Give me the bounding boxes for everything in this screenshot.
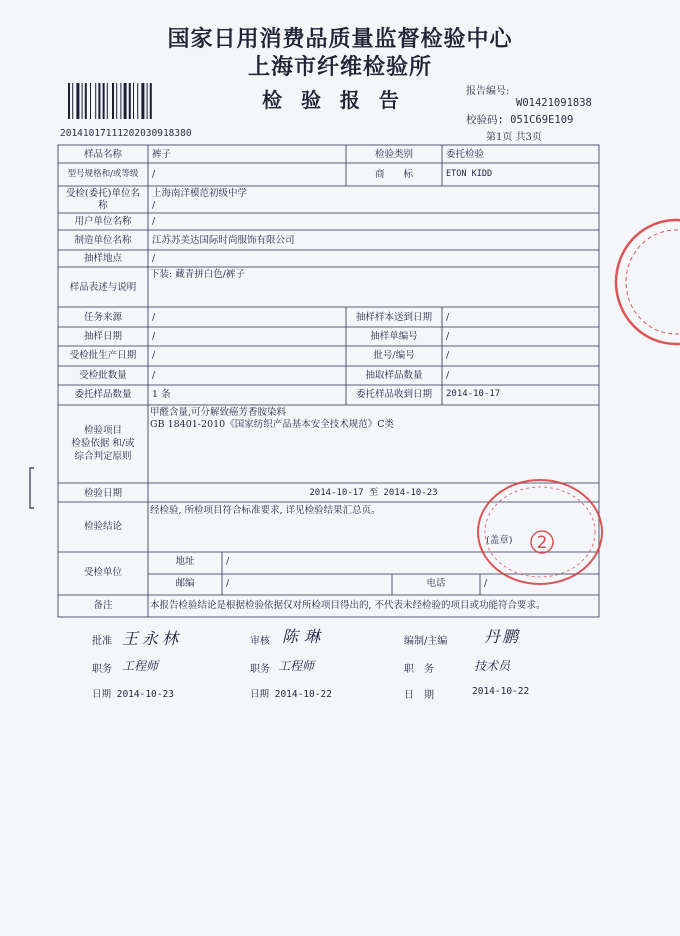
review-date: 日期 2014-10-22 <box>250 689 332 700</box>
report-no: W01421091838 <box>516 97 592 109</box>
taken-qty: / <box>446 370 450 381</box>
maker-label: 制造单位名称 <box>74 235 132 246</box>
task-label: 任务来源 <box>83 312 122 323</box>
address-label: 地址 <box>175 556 195 567</box>
edit-signature: 丹鹏 <box>484 627 521 646</box>
sample-no-label: 抽样单编号 <box>370 331 418 342</box>
postcode: / <box>226 578 230 589</box>
place: / <box>152 253 156 264</box>
check-code: 校验码: 051C69E109 <box>466 114 574 126</box>
approve-date: 日期 2014-10-23 <box>92 689 174 700</box>
received: 2014-10-17 <box>446 389 501 399</box>
conclusion-label: 检验结论 <box>83 521 122 532</box>
sample-date-label: 抽样日期 <box>83 331 122 342</box>
edit-label: 编制/主编 <box>404 636 448 647</box>
serial-number: 20141017111202030918380 <box>60 128 192 139</box>
batch-qty: / <box>152 370 156 381</box>
items-label: 检验项目 <box>83 425 122 436</box>
address: / <box>226 556 230 567</box>
brand-label: 商 标 <box>374 169 413 180</box>
basis-label: 检验依据 和/或 <box>71 438 135 449</box>
desc: 下装: 藏青拼白色/裤子 <box>150 269 245 280</box>
prod-date: / <box>152 350 156 361</box>
batch: / <box>446 350 450 361</box>
entrust-qty-label: 委托样品数量 <box>74 389 132 400</box>
batch-qty-label: 受检批数量 <box>79 370 127 381</box>
client: 上海南洋模范初级中学 <box>152 188 248 199</box>
sample-name: 裤子 <box>152 149 172 160</box>
inspect-type-label: 检验类别 <box>374 149 413 160</box>
page-number: 第1页 共3页 <box>486 132 542 143</box>
title-center: 国家日用消费品质量监督检验中心 <box>167 26 513 52</box>
edit-date-label: 日 期 <box>404 690 434 701</box>
user-label: 用户单位名称 <box>74 216 132 227</box>
phone: / <box>484 578 488 589</box>
taken-qty-label: 抽取样品数量 <box>365 370 423 381</box>
remark-label: 备注 <box>93 600 113 611</box>
stamp-number: 2 <box>536 533 548 553</box>
model-label: 型号规格和/或等级 <box>67 169 139 179</box>
task: / <box>152 312 156 323</box>
inspected-label: 受检单位 <box>83 567 122 578</box>
desc-label: 样品表述与说明 <box>69 282 137 293</box>
maker: 江苏苏美达国际时尚服饰有限公司 <box>152 235 295 246</box>
inspection-stamp <box>466 474 606 594</box>
duty2-label: 职务 <box>250 664 270 675</box>
title-institute: 上海市纤维检验所 <box>247 54 432 80</box>
conclusion: 经检验, 所检项目符合标准要求, 详见检验结果汇总页。 <box>150 505 381 516</box>
approve-signature: 王永林 <box>122 629 183 648</box>
side-stamp <box>604 210 680 350</box>
user: / <box>152 216 156 227</box>
review-signature: 陈琳 <box>282 627 327 646</box>
remark: 本报告检验结论是根据检验依据仅对所检项目得出的, 不代表未经检验的项目或功能符合要求。 <box>150 600 546 611</box>
date-value: 2014-10-17 至 2014-10-23 <box>309 488 438 498</box>
duty2: 工程师 <box>278 659 315 673</box>
sample-date: / <box>152 331 156 342</box>
phone-label: 电话 <box>426 578 446 589</box>
entrust-qty: 1 条 <box>152 389 171 400</box>
client-extra: / <box>152 200 156 211</box>
stamp-note: (盖章) <box>486 535 513 546</box>
client-label: 受检(委托)单位名 <box>66 188 140 199</box>
edit-date: 2014-10-22 <box>472 686 530 697</box>
inspect-type: 委托检验 <box>446 149 485 160</box>
duty3-label: 职 务 <box>404 664 434 675</box>
prod-date-label: 受检批生产日期 <box>69 350 137 361</box>
approve-label: 批准 <box>92 636 112 647</box>
duty1: 工程师 <box>122 659 159 673</box>
model: / <box>152 169 156 180</box>
received-label: 委托样品收到日期 <box>355 389 432 400</box>
report-title: 检 验 报 告 <box>262 88 405 112</box>
postcode-label: 邮编 <box>175 578 195 589</box>
arrive-label: 抽样样本送到日期 <box>355 312 432 323</box>
arrive: / <box>446 312 450 323</box>
sample-no: / <box>446 331 450 342</box>
duty3: 技术员 <box>474 659 511 673</box>
report-no-label: 报告编号: <box>466 86 510 97</box>
items-line-2: GB 18401-2010《国家纺织产品基本安全技术规范》C类 <box>150 419 394 430</box>
principle-label: 综合判定原则 <box>74 451 132 462</box>
date-label: 检验日期 <box>83 488 122 499</box>
place-label: 抽样地点 <box>83 253 122 264</box>
margin-mark <box>28 466 36 510</box>
sample-name-label: 样品名称 <box>83 149 122 160</box>
duty1-label: 职务 <box>92 664 112 675</box>
client-label-cont: 称 <box>98 200 108 211</box>
items-line-1: 甲醛含量,可分解致癌芳香胺染料 <box>150 407 287 418</box>
brand: ETON KIDD <box>446 169 493 179</box>
batch-label: 批号/编号 <box>373 350 415 361</box>
review-label: 审核 <box>250 636 270 647</box>
